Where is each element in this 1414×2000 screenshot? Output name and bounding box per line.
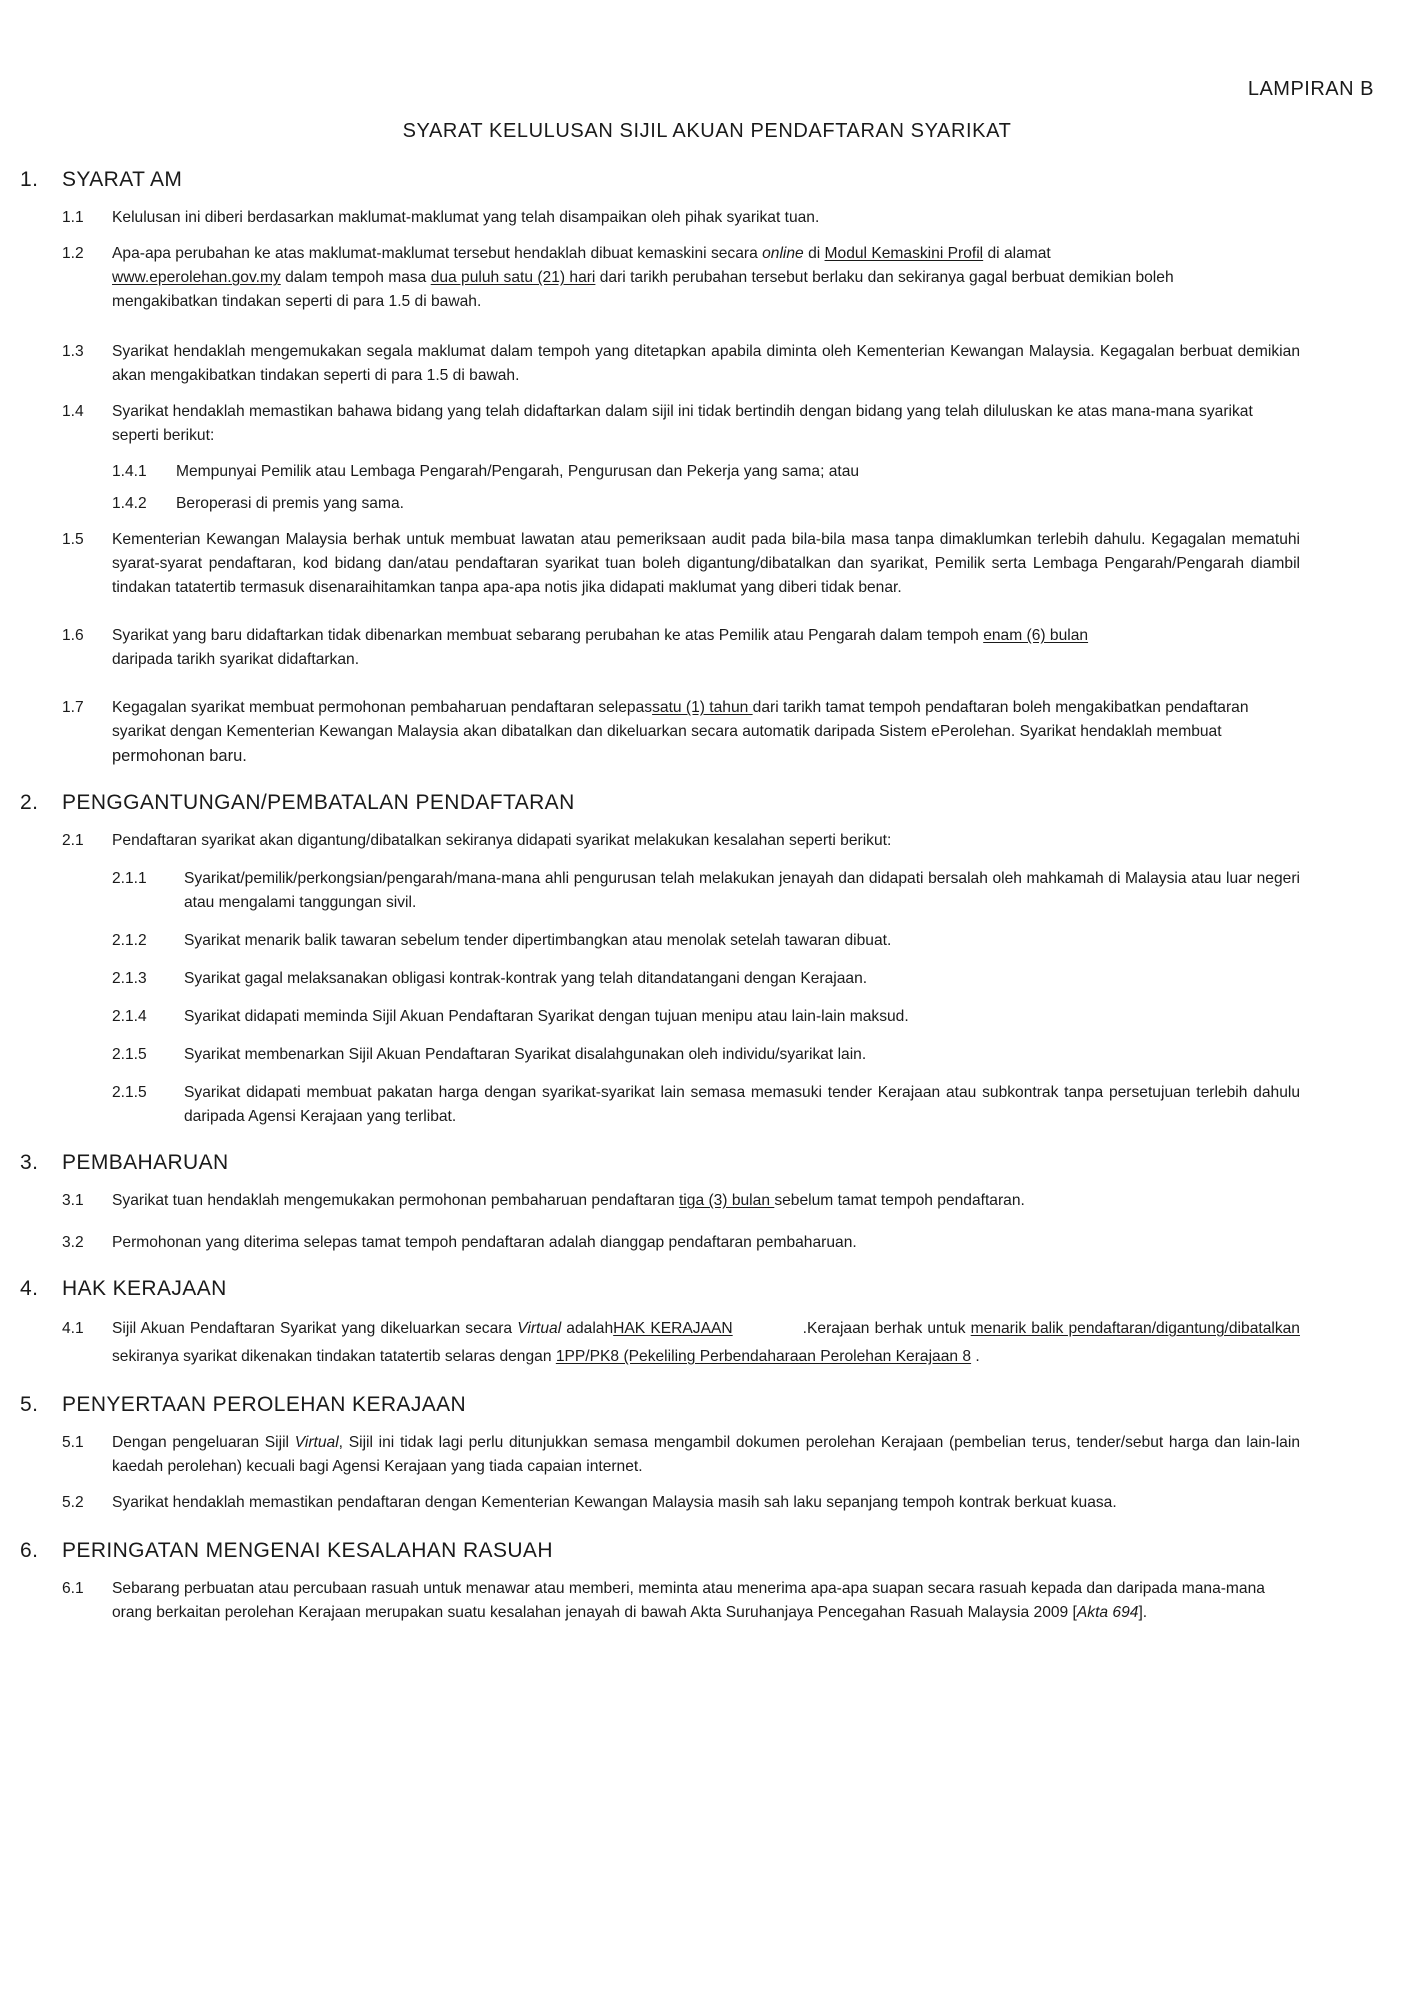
clause-text: Syarikat menarik balik tawaran sebelum tender dipertimbangkan atau menolak setelah tawaran dibuat. (184, 932, 892, 949)
text-run: Syarikat tuan hendaklah mengemukakan permohonan pembaharuan pendaftaran (112, 1192, 679, 1209)
text-run: Dengan pengeluaran Sijil (112, 1434, 295, 1451)
sub-clause (112, 1005, 1300, 1029)
clause-number: 1.7 (62, 699, 84, 716)
clause-text: Kelulusan ini diberi berdasarkan maklumat-maklumat yang telah disampaikan oleh pihak syarikat tuan. (112, 209, 820, 226)
text-run: Akta 694 (1076, 1604, 1139, 1621)
pekeliling-reference: 1PP/PK8 (Pekeliling Perbendaharaan Perolehan Kerajaan 8 (555, 1348, 972, 1365)
text-run: dari tarikh tamat tempoh pendaftaran boleh mengakibatkan pendaftaran syarikat dengan Kementerian Kewangan Malaysia akan dibatalkan dan dikeluarkan secara automatik daripada Sistem ePerolehan. Syarikat hendaklah membuat (112, 699, 1249, 740)
section-title: HAK KERAJAAN (62, 1277, 227, 1300)
clause-number: 2.1.4 (112, 1008, 147, 1025)
clause-number: 1.3 (62, 343, 84, 360)
clause-number: 2.1.3 (112, 970, 147, 987)
underlined-period: satu (1) tahun (652, 699, 753, 716)
clause-text: Syarikat didapati meminda Sijil Akuan Pendaftaran Syarikat dengan tujuan menipu atau lain-lain maksud. (184, 1008, 909, 1025)
text-run: Virtual (517, 1320, 562, 1337)
section-title: PEMBAHARUAN (62, 1151, 229, 1174)
section-number: 5. (20, 1393, 39, 1416)
clause-1-4 (62, 400, 1300, 448)
clause-number: 1.4.1 (112, 463, 147, 480)
section-heading (20, 1539, 1300, 1563)
text-run: . (971, 1348, 980, 1365)
modul-kemaskini-link[interactable]: Modul Kemaskini Profil (824, 245, 984, 262)
underlined-period: enam (6) bulan (983, 627, 1089, 644)
text-run: Virtual (294, 1434, 339, 1451)
clause-text: Syarikat hendaklah memastikan bahawa bidang yang telah didaftarkan dalam sijil ini tidak bertindih dengan bidang yang telah diluluskan ke atas mana-mana syarikat seperti berikut: (112, 403, 1253, 444)
clause-text: Syarikat hendaklah mengemukakan segala maklumat dalam tempoh yang ditetapkan apabila diminta oleh Kementerian Kewangan Malaysia. Kegagalan berbuat demikian akan mengakibatkan tindakan seperti di para 1.5 di bawah. (112, 343, 1300, 384)
section-title: SYARAT AM (62, 168, 183, 191)
clause-1-4-2 (112, 492, 1300, 516)
text-run: Syarikat yang baru didaftarkan tidak dibenarkan membuat sebarang perubahan ke atas Pemilik atau Pengarah dalam tempoh (112, 627, 984, 644)
section-syarat-am (20, 168, 1300, 769)
text-run: dari tarikh perubahan tersebut berlaku dan sekiranya gagal berbuat demikian boleh mengakibatkan tindakan seperti di para 1.5 di bawah. (112, 269, 1174, 310)
section-heading (20, 1277, 1300, 1301)
text-run: di (803, 245, 825, 262)
clause-number: 5.1 (62, 1434, 84, 1451)
text-run: online (762, 245, 804, 262)
text-run: di alamat (983, 245, 1051, 262)
clause-text: Syarikat membenarkan Sijil Akuan Pendaftaran Syarikat disalahgunakan oleh individu/syarikat lain. (184, 1046, 867, 1063)
clause-5-2 (62, 1491, 1300, 1515)
clause-text: Kementerian Kewangan Malaysia berhak untuk membuat lawatan atau pemeriksaan audit pada bila-bila masa tanpa dimaklumkan terlebih dahulu. Kegagalan mematuhi syarat-syarat pendaftaran, kod bidang dan/atau pendaftaran syarikat tuan boleh digantung/dibatalkan dan syarikat, Pemilik serta Lembaga Pengarah/Pengarah diambil tindakan tatatertib termasuk disenaraihitamkan tanpa apa-apa notis jika didapati maklumat yang diberi tidak benar. (112, 531, 1300, 596)
text-run: dalam tempoh masa (280, 269, 431, 286)
clause-text: Syarikat didapati membuat pakatan harga dengan syarikat-syarikat lain semasa memasuki tender Kerajaan atau subkontrak tanpa persetujuan terlebih dahulu daripada Agensi Kerajaan yang terlibat. (184, 1084, 1300, 1125)
lampiran-label: LAMPIRAN B (1247, 78, 1374, 100)
clause-text (112, 696, 1300, 769)
text-run: permohonan baru. (112, 747, 247, 765)
text-run: Apa-apa perubahan ke atas maklumat-maklumat tersebut hendaklah dibuat kemaskini secara (112, 245, 763, 262)
clause-number: 3.1 (62, 1192, 84, 1209)
clause-2-1 (62, 829, 1300, 853)
text-run: Kegagalan syarikat membuat permohonan pembaharuan pendaftaran selepas (112, 699, 653, 716)
clause-3-1 (62, 1189, 1300, 1213)
section-number: 1. (20, 168, 39, 191)
clause-number: 1.2 (62, 245, 84, 262)
section-penggantungan (20, 791, 1300, 1129)
clause-1-6 (62, 624, 1300, 672)
clause-number: 5.2 (62, 1494, 84, 1511)
text-run: Sijil Akuan Pendaftaran Syarikat yang dikeluarkan secara (112, 1320, 518, 1337)
document-body (20, 168, 1300, 1647)
section-heading (20, 791, 1300, 815)
clause-text (112, 1431, 1300, 1479)
clause-number: 2.1.5 (112, 1046, 147, 1063)
text-run: adalah (561, 1320, 614, 1337)
clause-1-1 (62, 206, 1300, 230)
section-rasuah (20, 1539, 1300, 1625)
sub-clause (112, 1043, 1300, 1067)
clause-number: 4.1 (62, 1320, 84, 1337)
section-penyertaan (20, 1393, 1300, 1515)
clause-text: Mempunyai Pemilik atau Lembaga Pengarah/Pengarah, Pengurusan dan Pekerja yang sama; atau (176, 463, 860, 480)
clause-number: 1.4.2 (112, 495, 147, 512)
clause-number: 2.1.1 (112, 870, 147, 887)
text-run: Sebarang perbuatan atau percubaan rasuah untuk menawar atau memberi, meminta atau menerima apa-apa suapan secara rasuah kepada dan daripada mana-mana orang berkaitan perolehan Kerajaan merupakan suatu kesalahan jenayah di bawah Akta Suruhanjaya Pencegahan Rasuah Malaysia 2009 [ (112, 1580, 1265, 1621)
clause-number: 2.1 (62, 832, 84, 849)
clause-number: 3.2 (62, 1234, 84, 1251)
clause-1-3 (62, 340, 1300, 388)
clause-text (112, 1189, 1300, 1213)
section-title: PENYERTAAN PEROLEHAN KERAJAAN (62, 1393, 467, 1416)
clause-number: 2.1.2 (112, 932, 147, 949)
section-number: 4. (20, 1277, 39, 1300)
clause-1-4-1 (112, 460, 1300, 484)
section-hak-kerajaan (20, 1277, 1300, 1371)
document-title: SYARAT KELULUSAN SIJIL AKUAN PENDAFTARAN SYARIKAT (402, 120, 1012, 142)
clause-number: 1.1 (62, 209, 84, 226)
text-run: ]. (1138, 1604, 1148, 1621)
clause-text (112, 242, 1300, 314)
section-heading (20, 1393, 1300, 1417)
underlined-period: dua puluh satu (21) hari (430, 269, 596, 286)
clause-text: Permohonan yang diterima selepas tamat tempoh pendaftaran adalah dianggap pendaftaran pembaharuan. (112, 1234, 857, 1251)
clause-text (112, 1577, 1300, 1625)
text-run: daripada tarikh syarikat didaftarkan. (112, 651, 360, 668)
clause-text: Pendaftaran syarikat akan digantung/dibatalkan sekiranya didapati syarikat melakukan kesalahan seperti berikut: (112, 832, 892, 849)
clause-number: 1.6 (62, 627, 84, 644)
clause-1-5 (62, 528, 1300, 600)
clause-number: 1.4 (62, 403, 84, 420)
sub-clause (112, 867, 1300, 915)
section-pembaharuan (20, 1151, 1300, 1255)
text-run: sebelum tamat tempoh pendaftaran. (774, 1192, 1025, 1209)
clause-1-2 (62, 242, 1300, 314)
underlined-phrase: menarik balik pendaftaran/digantung/dibatalkan (970, 1320, 1300, 1337)
section-heading (20, 168, 1300, 192)
clause-number: 6.1 (62, 1580, 84, 1597)
sub-clause (112, 929, 1300, 953)
clause-4-1 (62, 1315, 1300, 1371)
clause-text (112, 1315, 1300, 1371)
section-title: PERINGATAN MENGENAI KESALAHAN RASUAH (62, 1539, 553, 1562)
eperolehan-link[interactable]: www.eperolehan.gov.my (112, 269, 281, 286)
underlined-period: tiga (3) bulan (678, 1192, 775, 1209)
section-heading (20, 1151, 1300, 1175)
sub-clause (112, 1081, 1300, 1129)
text-run: , Sijil ini tidak lagi perlu ditunjukkan semasa mengambil dokumen perolehan Kerajaan (pembelian terus, tender/sebut harga dan lain-lain kaedah perolehan) kecuali bagi Agensi Kerajaan yang tiada capaian internet. (112, 1434, 1300, 1475)
clause-6-1 (62, 1577, 1300, 1625)
clause-text (112, 624, 1300, 672)
clause-text: Syarikat/pemilik/perkongsian/pengarah/mana-mana ahli pengurusan telah melakukan jenayah dan didapati bersalah oleh mahkamah di Malaysia atau luar negeri atau mengalami tanggungan sivil. (184, 870, 1300, 911)
text-run: .Kerajaan berhak untuk (802, 1320, 971, 1337)
clause-3-2 (62, 1231, 1300, 1255)
clause-text: Syarikat gagal melaksanakan obligasi kontrak-kontrak yang telah ditandatangani dengan Kerajaan. (184, 970, 868, 987)
section-number: 6. (20, 1539, 39, 1562)
clause-text: Syarikat hendaklah memastikan pendaftaran dengan Kementerian Kewangan Malaysia masih sah laku sepanjang tempoh kontrak berkuat kuasa. (112, 1494, 1117, 1511)
clause-5-1 (62, 1431, 1300, 1479)
clause-list (20, 867, 1300, 1129)
clause-1-7 (62, 696, 1300, 769)
section-title: PENGGANTUNGAN/PEMBATALAN PENDAFTARAN (62, 791, 575, 814)
text-run: sekiranya syarikat dikenakan tindakan tatatertib selaras dengan (112, 1348, 556, 1365)
section-number: 3. (20, 1151, 39, 1174)
clause-number: 1.5 (62, 531, 84, 548)
hak-kerajaan-text: HAK KERAJAAN (613, 1320, 733, 1337)
clause-text: Beroperasi di premis yang sama. (176, 495, 404, 512)
clause-number: 2.1.5 (112, 1084, 147, 1101)
sub-clause (112, 967, 1300, 991)
section-number: 2. (20, 791, 39, 814)
